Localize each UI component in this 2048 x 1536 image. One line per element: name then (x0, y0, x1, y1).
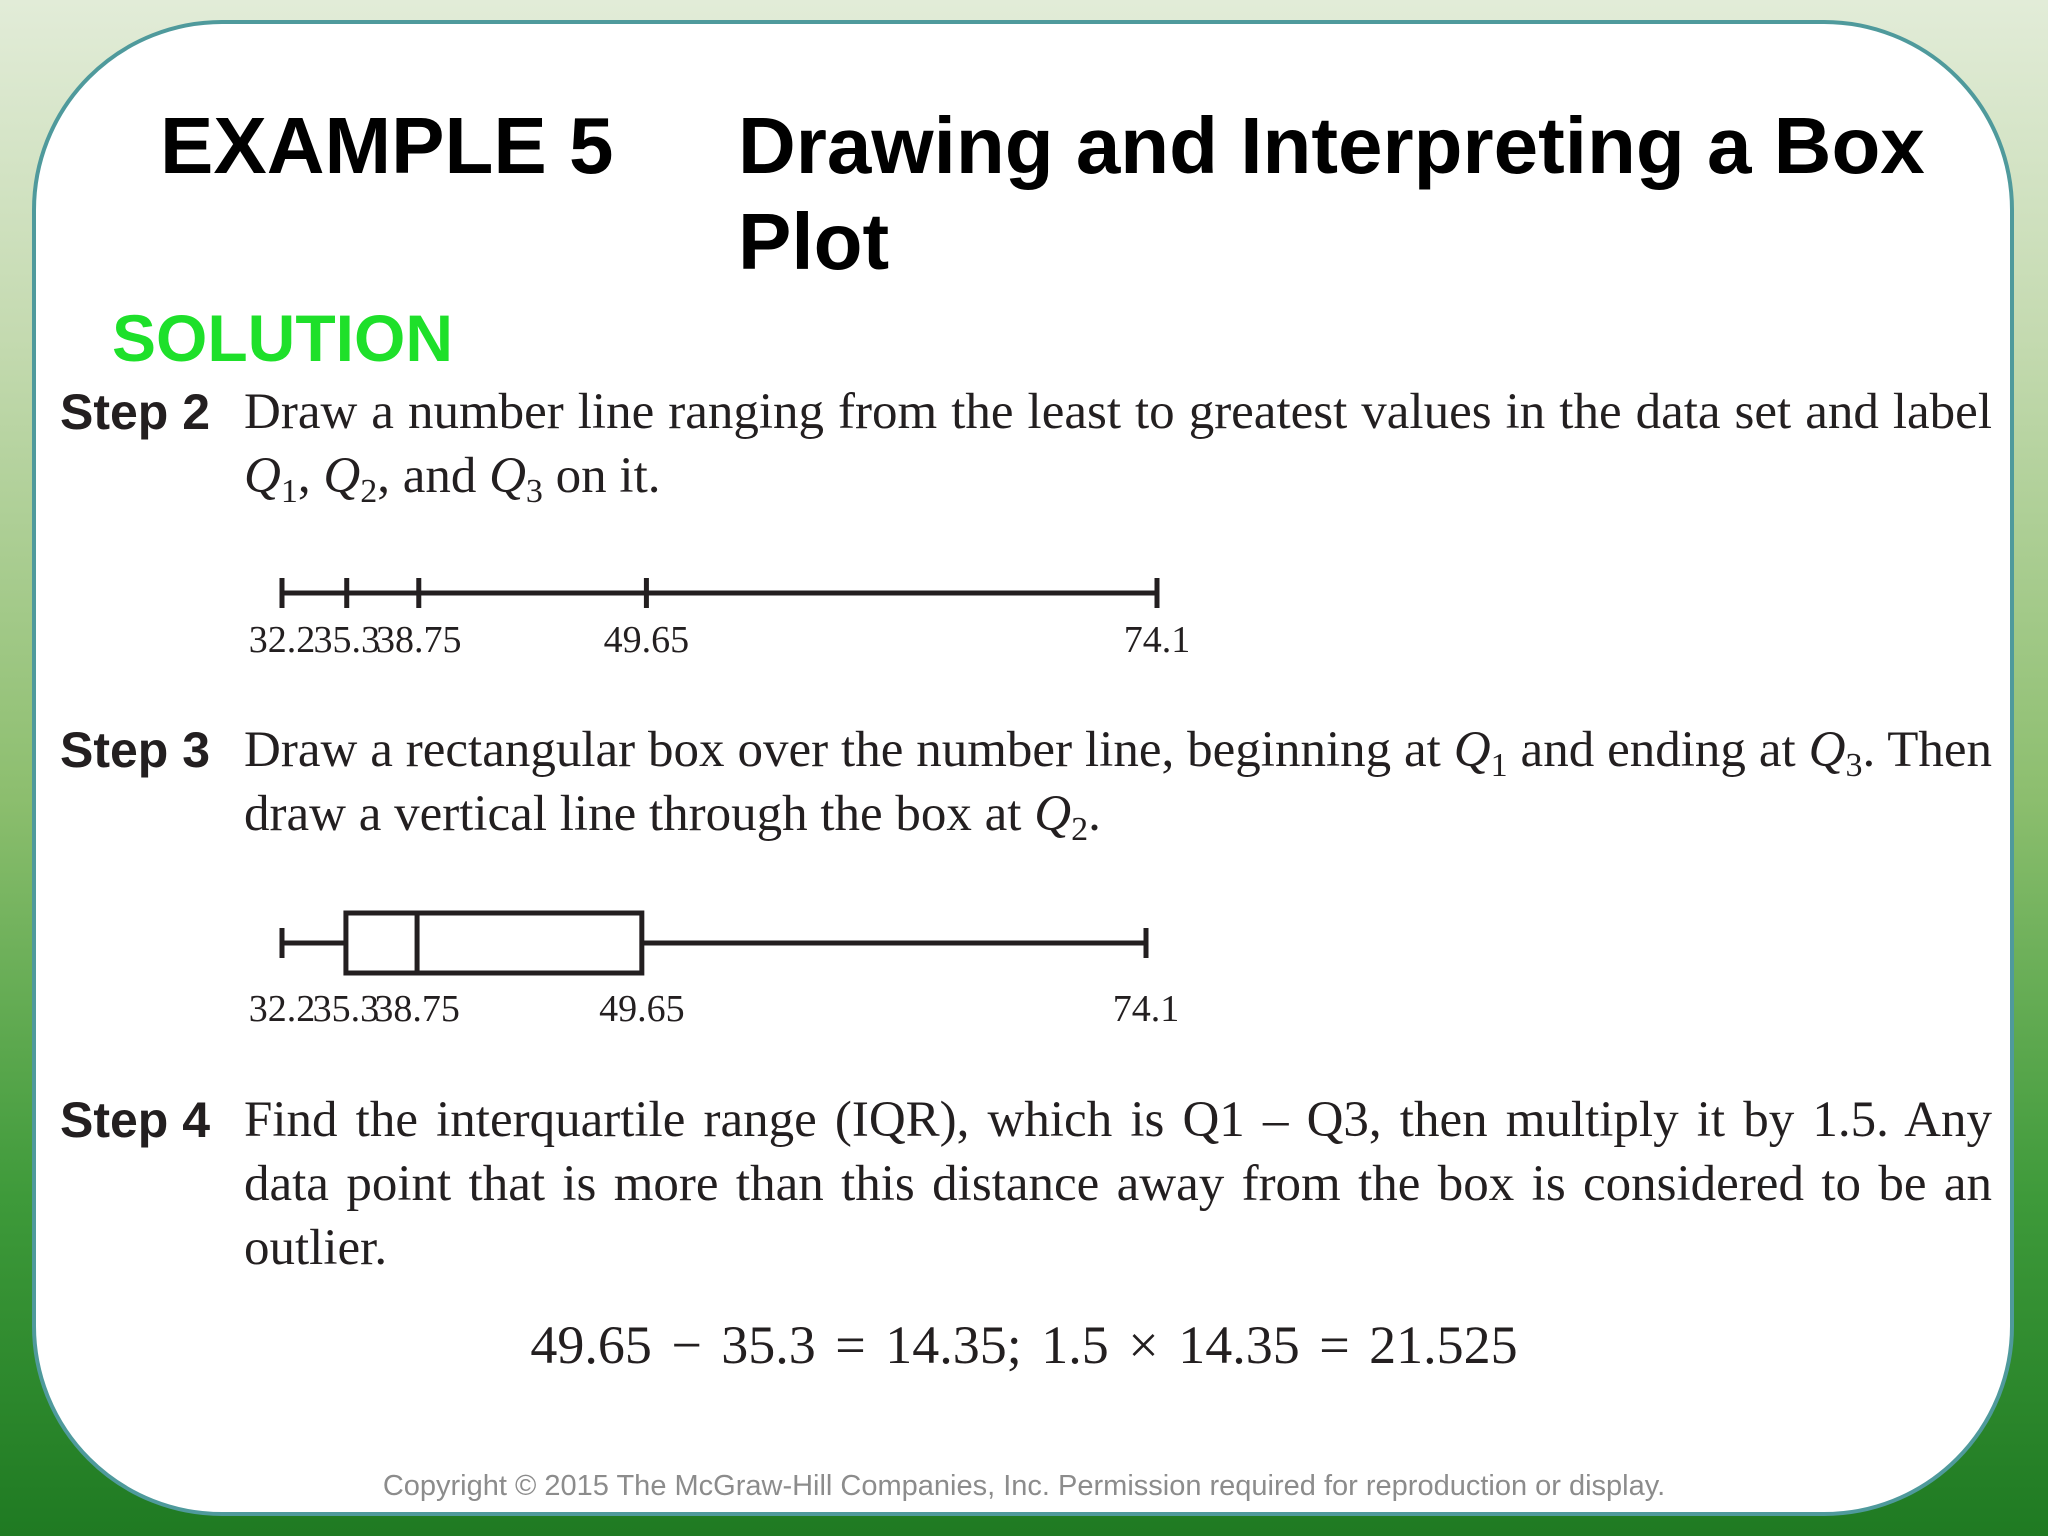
iqr-equation: 49.65 − 35.3 = 14.35; 1.5 × 14.35 = 21.525 (530, 1315, 1518, 1375)
solution-heading: SOLUTION (112, 301, 453, 375)
box-plot-tick-label: 74.1 (1112, 988, 1180, 1030)
step-2-text-d: on it. (542, 448, 661, 504)
number-line-tick-label: 35.3 (313, 619, 380, 661)
box-plot-box (346, 913, 642, 973)
q-subscript: 1 (1490, 747, 1508, 784)
number-line-tick-label: 38.75 (376, 619, 462, 661)
q-subscript: 1 (280, 473, 298, 510)
step-4-label: Step 4 (60, 1092, 211, 1148)
step-2-label: Step 2 (60, 384, 211, 440)
step-4-text: Find the interquartile range (IQR), which is Q1 – Q3, then multiply it by 1.5. Any data point that is more than this distance away from the box is considered to be an outlier. (244, 1092, 1992, 1276)
q-symbol: Q (1034, 786, 1072, 842)
step-3-text-a: Draw a rectangular box over the number line, beginning at (244, 722, 1454, 778)
q-subscript: 3 (1845, 747, 1863, 784)
step-3-text (244, 718, 1992, 846)
step-2-text-c: , and (377, 448, 490, 504)
q-symbol: Q (323, 448, 361, 504)
number-line-tick-label: 32.2 (248, 619, 316, 661)
q-symbol: Q (1808, 722, 1846, 778)
q-subscript: 2 (360, 473, 378, 510)
box-plot-tick-label: 35.3 (312, 988, 380, 1030)
number-line-tick-label: 49.65 (603, 619, 690, 661)
q-symbol: Q (244, 448, 281, 504)
q-symbol: Q (1453, 722, 1491, 778)
box-plot-tick-label: 38.75 (374, 988, 460, 1030)
copyright-notice: Copyright © 2015 The McGraw-Hill Companies, Inc. Permission required for reproduction or display. (382, 1470, 1666, 1502)
step-3-text-c: . Then draw a vertical line through the box at (244, 722, 1992, 842)
q-subscript: 2 (1071, 811, 1089, 848)
step-3-label: Step 3 (60, 722, 211, 778)
box-plot-tick-label: 32.2 (248, 988, 316, 1030)
slide-title: Drawing and Interpreting a Box Plot (738, 101, 1925, 286)
step-3-text-d: . (1088, 786, 1101, 842)
step-3-text-b: and ending at (1507, 722, 1809, 778)
step-2-text-a: Draw a number line ranging from the least to greatest values in the data set and label (244, 384, 1992, 440)
step-2-text-b: , (297, 448, 324, 504)
box-plot-tick-label: 49.65 (599, 988, 685, 1030)
q-subscript: 3 (525, 473, 543, 510)
example-label: EXAMPLE 5 (160, 101, 614, 190)
q-symbol: Q (489, 448, 526, 504)
number-line-tick-label: 74.1 (1123, 619, 1191, 661)
